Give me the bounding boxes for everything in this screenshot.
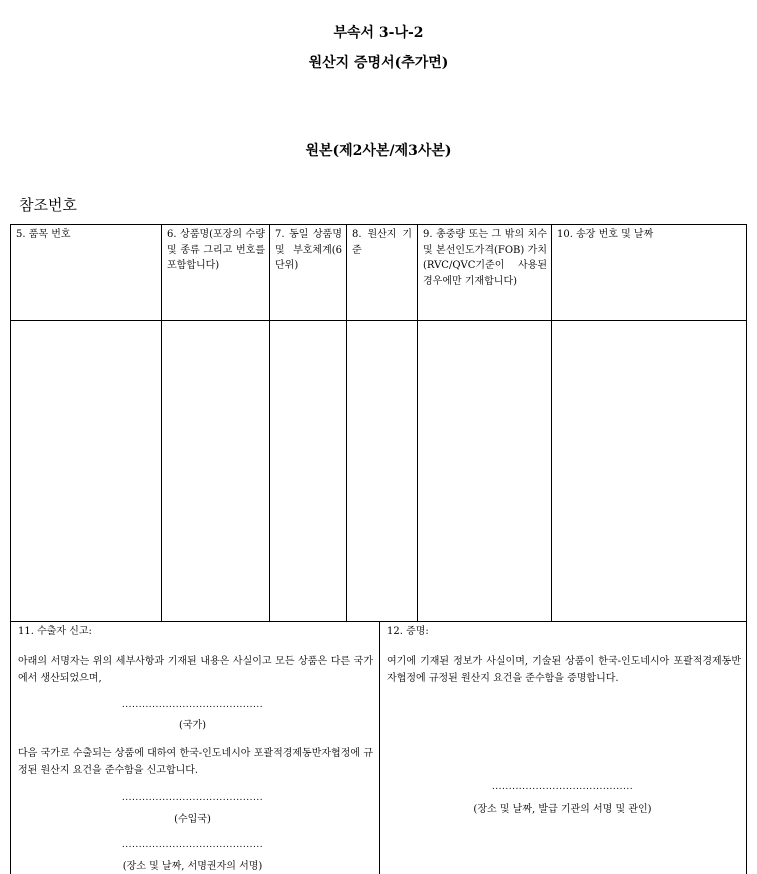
annex-label: 부속서 3-나-2 — [333, 25, 424, 41]
column-divider — [551, 224, 552, 622]
declaration-divider — [379, 621, 380, 874]
column-header-hs-code: 7. 동일 상품명 및 부호체계(6단위) — [275, 229, 342, 271]
column-header-invoice: 10. 송장 번호 및 날짜 — [557, 229, 654, 240]
column-header-item-number: 5. 품목 번호 — [16, 229, 71, 240]
document-title: 원산지 증명서(추가면) — [308, 55, 449, 71]
country-signature-line: .......................................... — [121, 700, 264, 710]
certification-heading: 12. 증명: — [387, 626, 429, 637]
certification-statement: 여기에 기재된 정보가 사실이며, 기술된 상품이 한국-인도네시아 포괄적경제동반자협정에 규정된 원산지 요건을 준수함을 증명합니다. — [387, 656, 741, 684]
exporter-signature-caption: (장소 및 날짜, 서명권자의 서명) — [122, 861, 263, 872]
reference-number-label: 참조번호 — [19, 196, 77, 214]
importing-country-line: .......................................... — [121, 793, 264, 803]
goods-table — [10, 224, 747, 622]
copy-type: 원본(제2사본/제3사본) — [305, 143, 452, 159]
column-header-origin-criterion: 8. 원산지 기준 — [352, 229, 412, 256]
exporter-statement-2: 다음 국가로 수출되는 상품에 대하여 한국-인도네시아 포괄적경제동반자협정에 규정된 원산지 요건을 준수함을 신고합니다. — [18, 748, 373, 776]
column-divider — [269, 224, 270, 622]
header-row-divider — [10, 320, 747, 321]
country-caption: (국가) — [178, 720, 207, 731]
exporter-signature-line: .......................................... — [121, 840, 264, 850]
column-divider — [417, 224, 418, 622]
column-header-description: 6. 상품명(포장의 수량 및 종류 그리고 번호를 포함합니다) — [167, 229, 265, 271]
importing-country-caption: (수입국) — [174, 814, 211, 825]
exporter-heading: 11. 수출자 신고: — [18, 626, 92, 637]
column-divider — [161, 224, 162, 622]
issuing-authority-caption: (장소 및 날짜, 발급 기관의 서명 및 관인) — [473, 804, 652, 815]
column-divider — [346, 224, 347, 622]
issuing-authority-signature-line: .......................................... — [491, 782, 634, 792]
exporter-statement-1: 아래의 서명자는 위의 세부사항과 기재된 내용은 사실이고 모든 상품은 다른 국가에서 생산되었으며, — [18, 656, 373, 684]
column-header-weight-fob: 9. 총중량 또는 그 밖의 치수 및 본선인도가격(FOB) 가치 (RVC/QVC기준이 사용된 경우에만 기재합니다) — [423, 229, 547, 287]
